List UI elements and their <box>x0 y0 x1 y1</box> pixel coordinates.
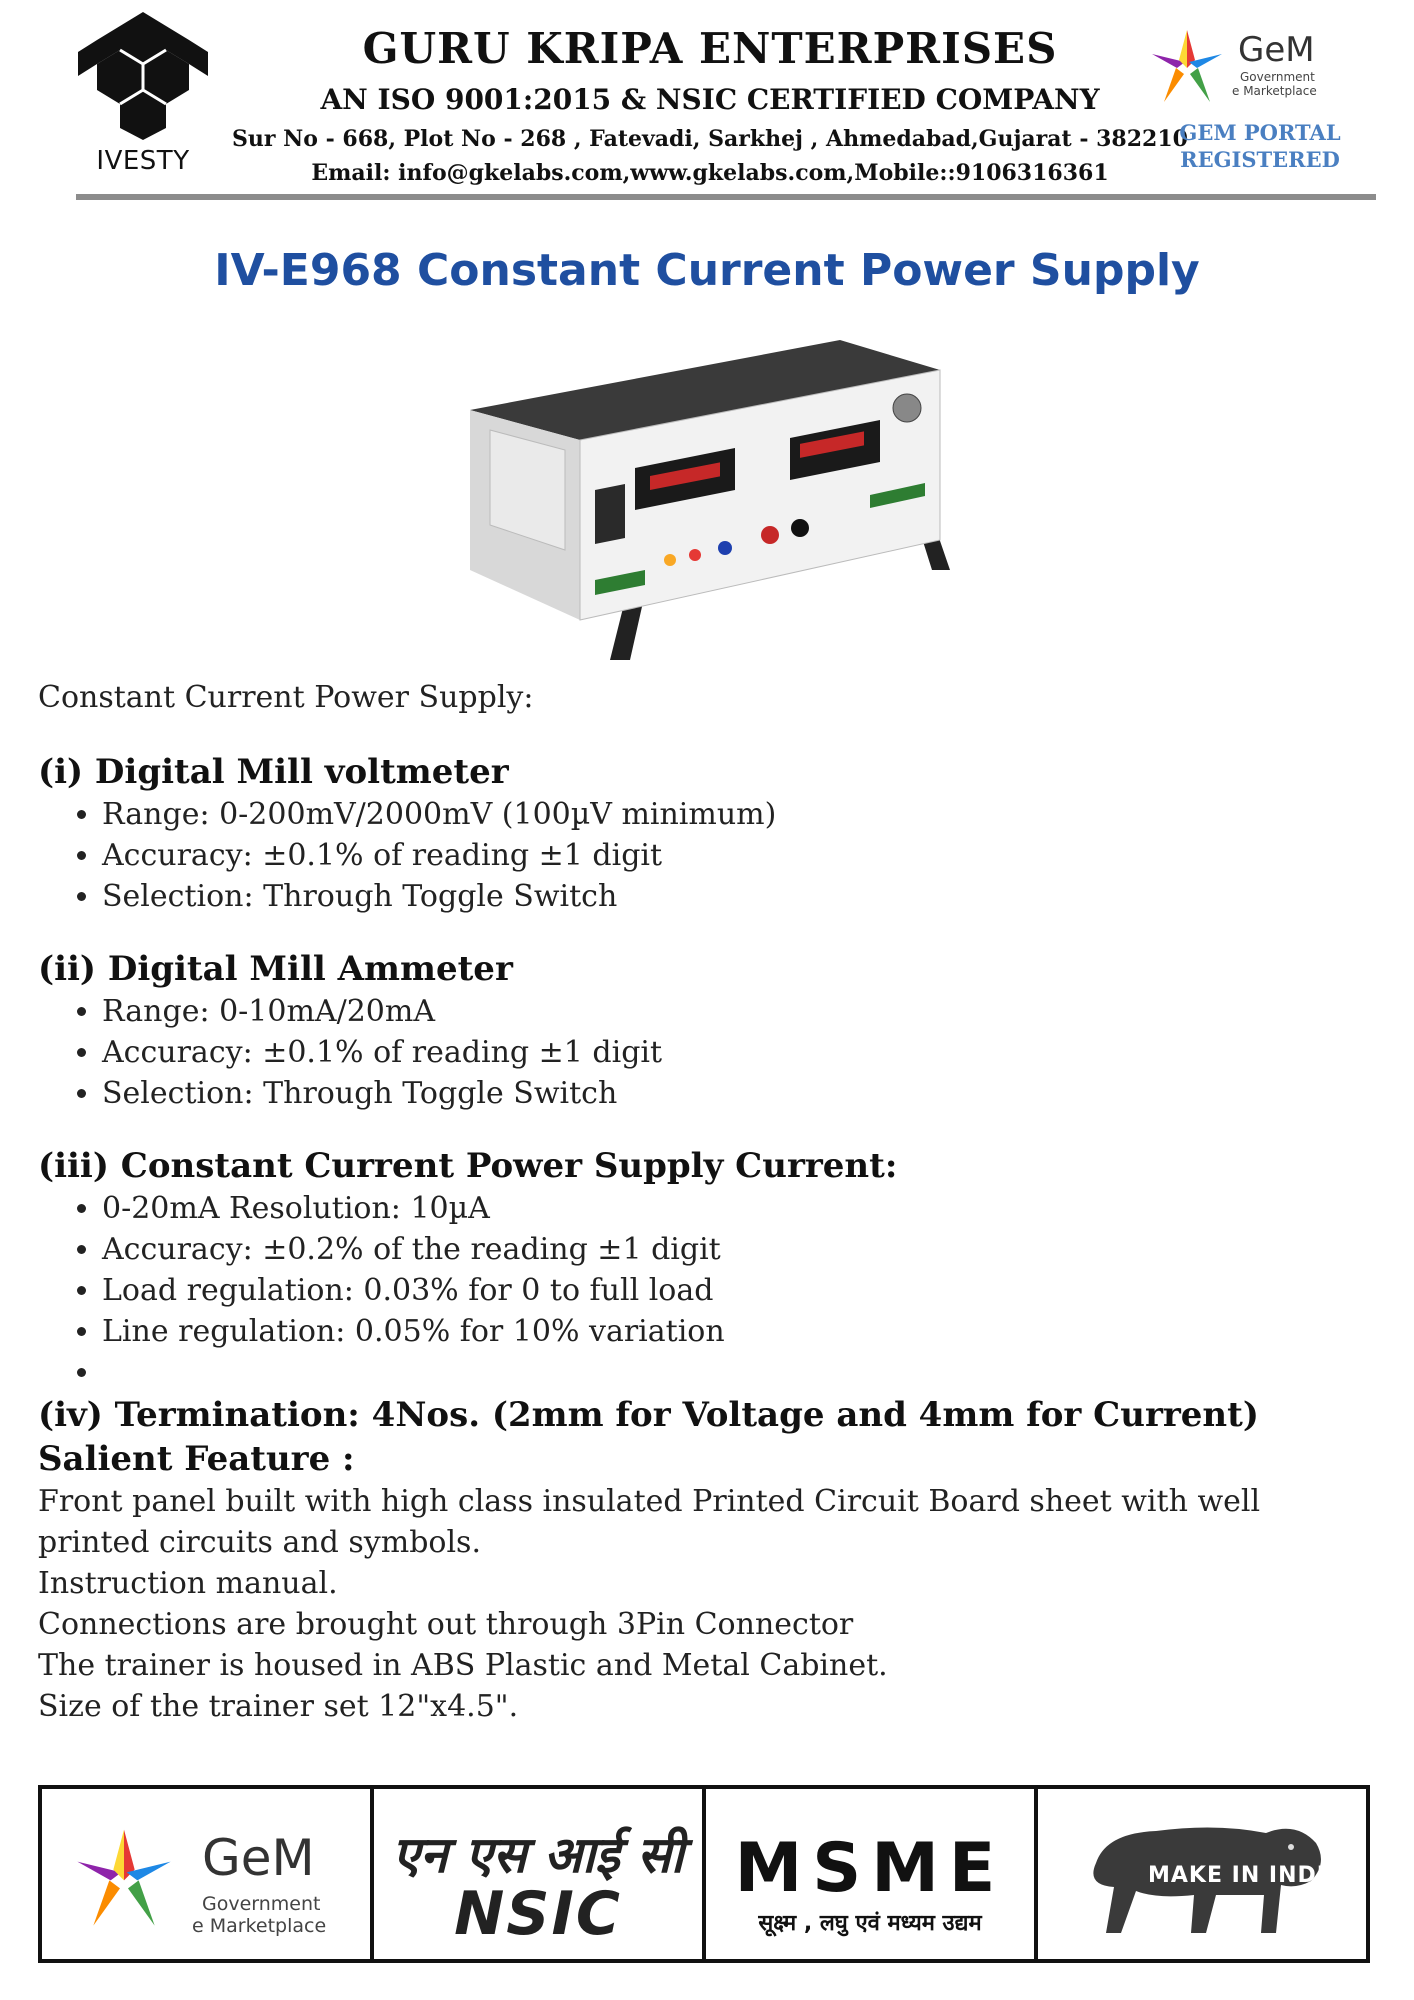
footer-make-in-india-logo <box>1038 1789 1366 1959</box>
section-heading-ammeter: (ii) Digital Mill Ammeter <box>38 949 513 989</box>
ivesty-logo-text: IVESTY <box>96 146 190 176</box>
footer-logos <box>38 1785 1370 1963</box>
page-title: IV-E968 Constant Current Power Supply <box>214 245 1200 296</box>
gem-name: GeM <box>1238 30 1315 70</box>
msme-english: MSME <box>734 1829 1006 1908</box>
product-image <box>470 330 950 660</box>
voltmeter-list <box>38 794 1378 917</box>
salient-feature-heading: Salient Feature : <box>38 1439 355 1479</box>
address-line: Sur No - 668, Plot No - 268 , Fatevadi, Sarkhej , Ahmedabad,Gujarat - 382210 <box>232 126 1188 152</box>
gem-logo-header <box>1140 22 1380 182</box>
footer-msme-logo <box>706 1789 1038 1959</box>
gem-sub2: e Marketplace <box>1232 84 1317 98</box>
gem-star-icon <box>64 1819 184 1939</box>
list-item-empty <box>102 1352 1378 1393</box>
letterhead <box>0 0 1414 205</box>
header-divider <box>76 194 1376 200</box>
ivesty-logo <box>78 10 208 175</box>
list-item: • Accuracy: ±0.2% of the reading ±1 digit <box>102 1229 1378 1270</box>
current-list <box>38 1188 1378 1393</box>
gem-star-icon <box>1142 22 1232 112</box>
termination-heading: (iv) Termination: 4Nos. (2mm for Voltage and 4mm for Current) <box>38 1395 1259 1435</box>
make-in-india-text: MAKE IN INDIA <box>1148 1863 1344 1888</box>
gem-sub1: Government <box>1240 70 1315 84</box>
nsic-hindi: एन एस आई सी <box>392 1826 684 1884</box>
section-heading-voltmeter: (i) Digital Mill voltmeter <box>38 752 509 792</box>
power-supply-illustration <box>470 330 950 660</box>
list-item: • Selection: Through Toggle Switch <box>102 876 1378 917</box>
footer-gem-logo <box>42 1789 374 1959</box>
list-item: • Accuracy: ±0.1% of reading ±1 digit <box>102 1032 1378 1073</box>
list-item: • Line regulation: 0.05% for 10% variation <box>102 1311 1378 1352</box>
ammeter-list <box>38 991 1378 1114</box>
footer-gem-name: GeM <box>202 1829 315 1887</box>
salient-line: Size of the trainer set 12"x4.5". <box>38 1689 519 1724</box>
salient-line: Connections are brought out through 3Pin Connector <box>38 1607 854 1642</box>
list-item: • Selection: Through Toggle Switch <box>102 1073 1378 1114</box>
footer-gem-sub2: e Marketplace <box>192 1915 327 1937</box>
spec-body <box>38 678 1378 1727</box>
ivesty-cube-icon <box>78 10 208 140</box>
contact-line: Email: info@gkelabs.com,www.gkelabs.com,Mobile::9106316361 <box>311 160 1109 186</box>
company-name: GURU KRIPA ENTERPRISES <box>362 24 1058 73</box>
nsic-english: NSIC <box>454 1879 622 1949</box>
list-item: • Range: 0-200mV/2000mV (100µV minimum) <box>102 794 1378 835</box>
intro-text: Constant Current Power Supply: <box>38 680 534 715</box>
salient-line: The trainer is housed in ABS Plastic and Metal Cabinet. <box>38 1648 888 1683</box>
salient-line: Instruction manual. <box>38 1566 338 1601</box>
gem-registered-line2: REGISTERED <box>1180 147 1340 172</box>
list-item: • Load regulation: 0.03% for 0 to full load <box>102 1270 1378 1311</box>
company-block <box>230 22 1190 190</box>
salient-line: Front panel built with high class insulated Printed Circuit Board sheet with well printed circuits and symbols. <box>38 1484 1261 1560</box>
section-heading-current: (iii) Constant Current Power Supply Current: <box>38 1146 898 1186</box>
list-item: • Range: 0-10mA/20mA <box>102 991 1378 1032</box>
certification-line: AN ISO 9001:2015 & NSIC CERTIFIED COMPANY <box>320 83 1100 116</box>
list-item: • Accuracy: ±0.1% of reading ±1 digit <box>102 835 1378 876</box>
msme-hindi: सूक्ष्म , लघु एवं मध्यम उद्यम <box>758 1911 982 1936</box>
footer-gem-sub1: Government <box>202 1893 321 1915</box>
gem-registered <box>1140 119 1380 173</box>
list-item: • 0-20mA Resolution: 10µA <box>102 1188 1378 1229</box>
footer-nsic-logo <box>374 1789 706 1959</box>
gem-registered-line1: GEM PORTAL <box>1179 120 1341 145</box>
